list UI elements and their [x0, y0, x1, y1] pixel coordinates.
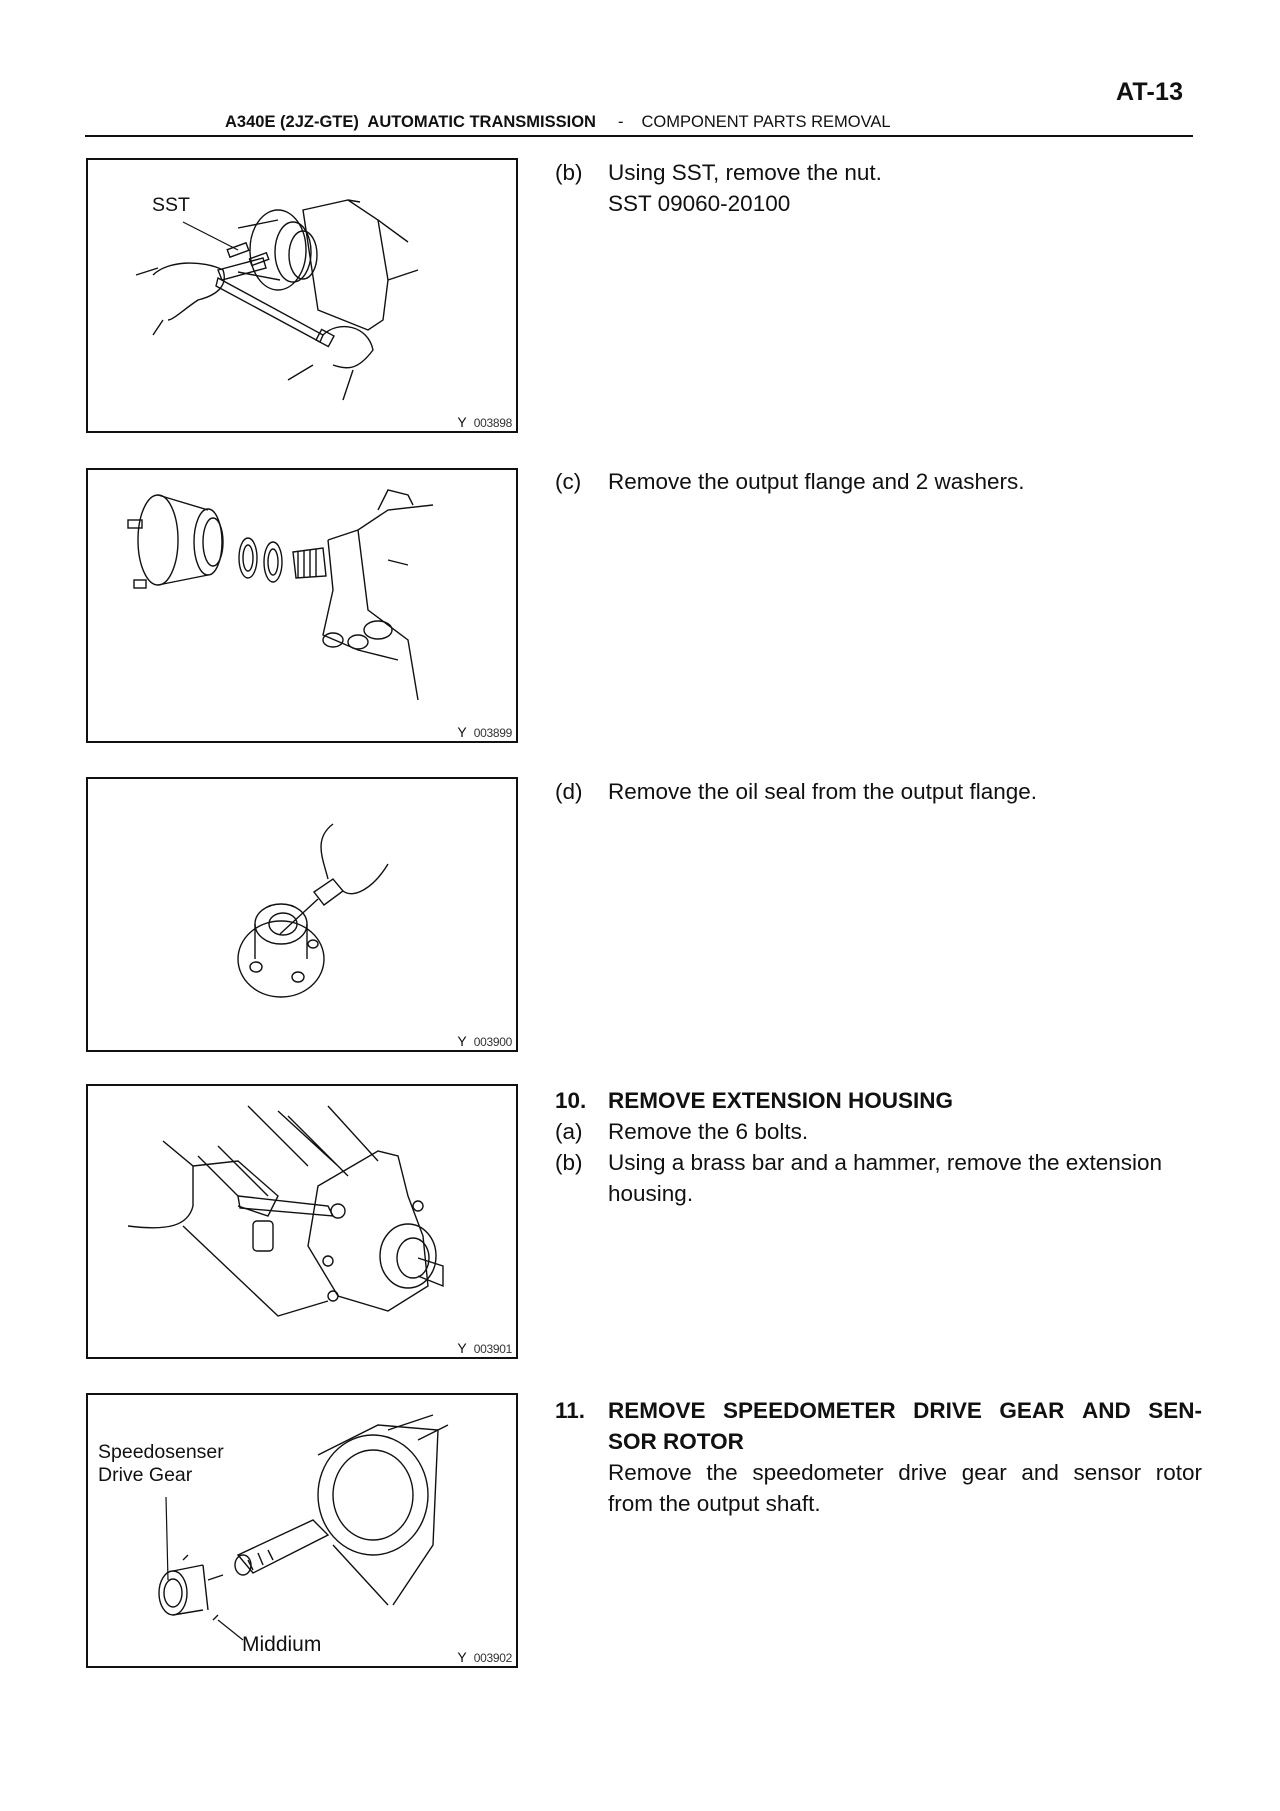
step-marker: (c) — [555, 469, 582, 494]
sst-number: SST 09060-20100 — [608, 191, 791, 216]
callout-speedosenser-line1: Speedosenser — [98, 1441, 224, 1463]
step-marker: (b) — [555, 160, 583, 185]
figure-caption: Y 003900 — [457, 1033, 512, 1049]
figure-caption: Y 003902 — [457, 1649, 512, 1665]
callout-speedosenser — [98, 1441, 224, 1488]
step-text: Using a brass bar and a hammer, remove the extension — [608, 1150, 1163, 1175]
figure-extension-housing — [86, 1084, 518, 1359]
step-marker: (d) — [555, 779, 583, 804]
section-number: 10. — [555, 1088, 587, 1113]
step-text-line2: from the output shaft. — [608, 1491, 821, 1516]
figure-caption: Y 003899 — [457, 724, 512, 740]
step-text-continued: housing. — [608, 1181, 694, 1206]
step-c-remove-flange — [555, 466, 1205, 497]
page-number: AT-13 — [1116, 78, 1184, 106]
figure-caption: Y 003901 — [457, 1340, 512, 1356]
section-heading-line2: SOR ROTOR — [608, 1429, 744, 1454]
figure-oil-seal — [86, 777, 518, 1052]
figure-remove-nut — [86, 158, 518, 433]
callout-middium: Middium — [242, 1633, 322, 1656]
section-heading: REMOVE EXTENSION HOUSING — [608, 1088, 954, 1113]
illustration-screwdriver-seal — [88, 779, 516, 1050]
manual-title: A340E (2JZ-GTE) AUTOMATIC TRANSMISSION — [225, 113, 596, 131]
step-marker: (a) — [555, 1119, 583, 1144]
section-title: COMPONENT PARTS REMOVAL — [641, 113, 891, 131]
step-text: Remove the oil seal from the output flange. — [608, 779, 1037, 804]
step-text: Remove the output flange and 2 washers. — [608, 469, 1025, 494]
figure-output-flange — [86, 468, 518, 743]
illustration-drive-gear-rotor — [88, 1395, 516, 1666]
section-heading-line1: REMOVE SPEEDOMETER DRIVE GEAR AND SEN- — [608, 1398, 1202, 1423]
section-number: 11. — [555, 1398, 586, 1423]
illustration-flange-washers — [88, 470, 516, 741]
step-d-remove-oil-seal — [555, 776, 1205, 807]
header-separator: - — [617, 113, 624, 131]
step-b-remove-nut — [555, 157, 1205, 219]
step-text: Remove the 6 bolts. — [608, 1119, 809, 1144]
step-marker: (b) — [555, 1150, 583, 1175]
step-text-line1: Remove the speedometer drive gear and sensor rotor — [608, 1460, 1202, 1485]
callout-speedosenser-line2: Drive Gear — [98, 1464, 193, 1487]
callout-sst: SST — [152, 194, 190, 216]
running-header — [225, 113, 891, 132]
figure-caption: Y 003898 — [457, 414, 512, 430]
figure-speedometer-gear — [86, 1393, 518, 1668]
illustration-extension-housing-bolts — [88, 1086, 516, 1357]
section-11-remove-speedometer-gear — [555, 1395, 1205, 1519]
header-rule — [85, 135, 1193, 137]
section-10-remove-extension-housing — [555, 1085, 1205, 1209]
step-text: Using SST, remove the nut. — [608, 160, 882, 185]
